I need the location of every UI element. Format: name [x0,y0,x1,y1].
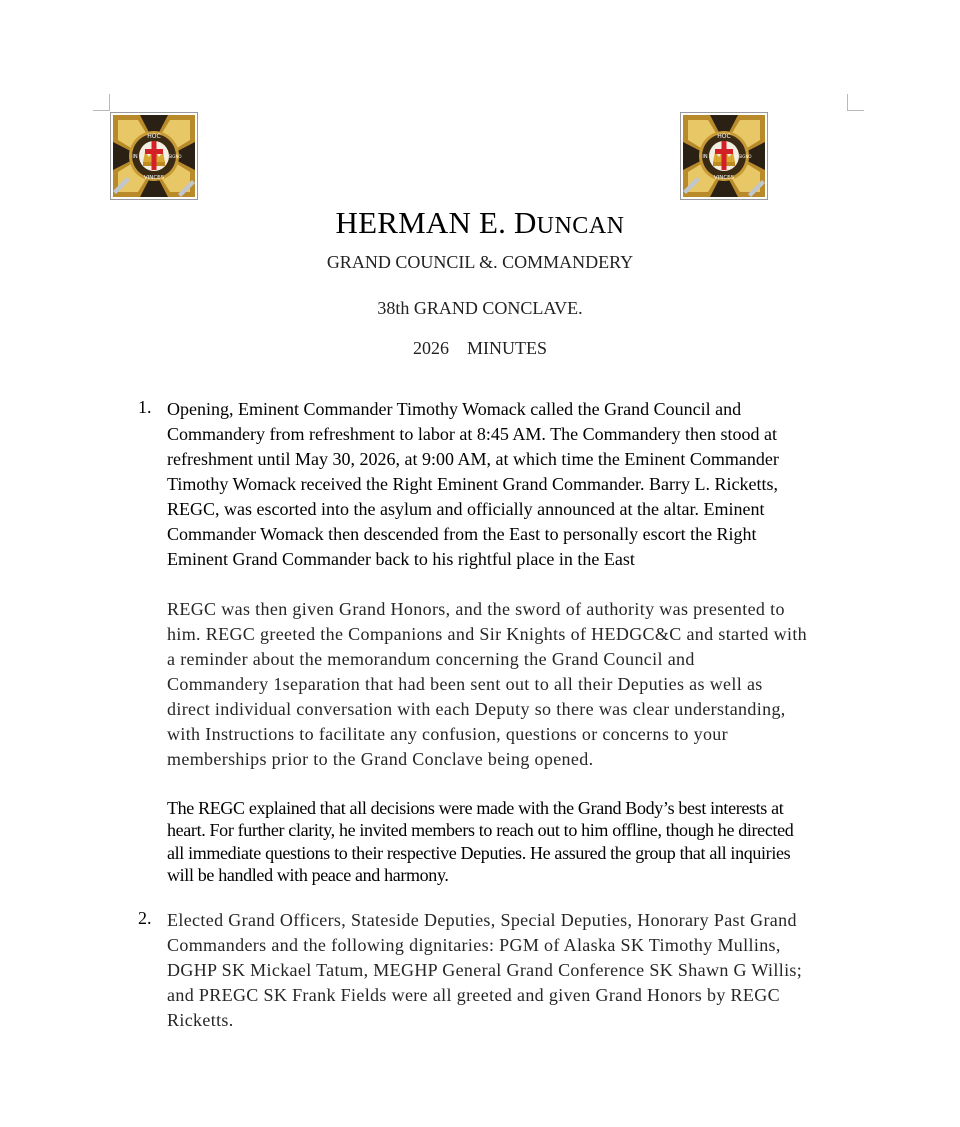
text-line: will be handled with peace and harmony. [167,864,449,885]
item-2-paragraph-dignitaries [167,908,802,1033]
text-line: direct individual conversation with each Deputy so there was clear understanding, [167,699,786,719]
text-line: him. REGC greeted the Companions and Sir Knights of HEDGC&C and started with [167,624,808,644]
minutes-heading [0,338,960,359]
text-line: Commander Womack then descended from the East to personally escort the Right [167,524,757,544]
text-line: Commandery from refreshment to labor at 8:45 AM. The Commandery then stood at [167,424,778,444]
document-subtitle: GRAND COUNCIL &. COMMANDERY [326,252,634,272]
text-line: Commanders and the following dignitaries: PGM of Alaska SK Timothy Mullins, [167,935,781,955]
minutes-year: 2026 [413,338,449,358]
text-line: Commandery 1separation that had been sent out to all their Deputies as well as [167,674,763,694]
text-line: memberships prior to the Grand Conclave being opened. [167,749,594,769]
templar-cross-emblem-right [680,112,768,200]
text-line: with Instructions to facilitate any confusion, questions or concerns to your [167,724,728,744]
emblem-text-left: IN [702,154,708,160]
list-item-number: 1. [138,397,152,417]
title-smallcaps: UNCAN [536,213,625,239]
text-line: REGC was then given Grand Honors, and the sword of authority was presented to [167,599,785,619]
emblem-text-top: HOC [147,133,161,140]
emblem-text-top: HOC [717,133,731,140]
emblem-text-right: SIGNO [738,154,752,159]
item-1-paragraph-regc-explained [167,797,793,886]
conclave-heading: 38th GRAND CONCLAVE. [377,298,583,318]
margin-corner-top-right [847,94,864,111]
templar-cross-emblem-left [110,112,198,200]
emblem-text-bottom: VINCES [143,175,165,181]
title-prefix: HERMAN E. D [335,205,537,240]
text-line: The REGC explained that all decisions were made with the Grand Body’s best interests at [167,798,784,818]
emblem-text-bottom: VINCES [713,175,735,181]
text-line: REGC, was escorted into the asylum and officially announced at the altar. Eminent [167,499,765,519]
text-line: heart. For further clarity, he invited members to reach out to him offline, though he directed [167,820,794,841]
emblem-text-left: IN [132,154,138,160]
minutes-label: MINUTES [467,338,547,358]
text-line: Eminent Grand Commander back to his rightful place in the East [167,549,635,569]
emblem-text-right: SIGNO [168,154,182,159]
document-title [0,205,960,241]
text-line: DGHP SK Mickael Tatum, MEGHP General Grand Conference SK Shawn G Willis; [167,960,803,980]
text-line: Ricketts. [167,1010,234,1030]
item-1-paragraph-opening [167,397,779,572]
text-line: refreshment until May 30, 2026, at 9:00 AM, at which time the Eminent Commander [167,449,779,469]
margin-corner-top-left [93,94,110,111]
text-line: Elected Grand Officers, Stateside Deputies, Special Deputies, Honorary Past Grand [167,910,797,930]
item-1-paragraph-grand-honors [167,597,807,772]
list-item-number: 2. [138,908,152,928]
text-line: all immediate questions to their respective Deputies. He assured the group that all inquiries [167,842,791,863]
text-line: and PREGC SK Frank Fields were all greeted and given Grand Honors by REGC [167,985,780,1005]
text-line: Timothy Womack received the Right Eminent Grand Commander. Barry L. Ricketts, [167,474,778,494]
text-line: a reminder about the memorandum concerning the Grand Council and [167,649,695,669]
text-line: Opening, Eminent Commander Timothy Womack called the Grand Council and [167,399,742,419]
